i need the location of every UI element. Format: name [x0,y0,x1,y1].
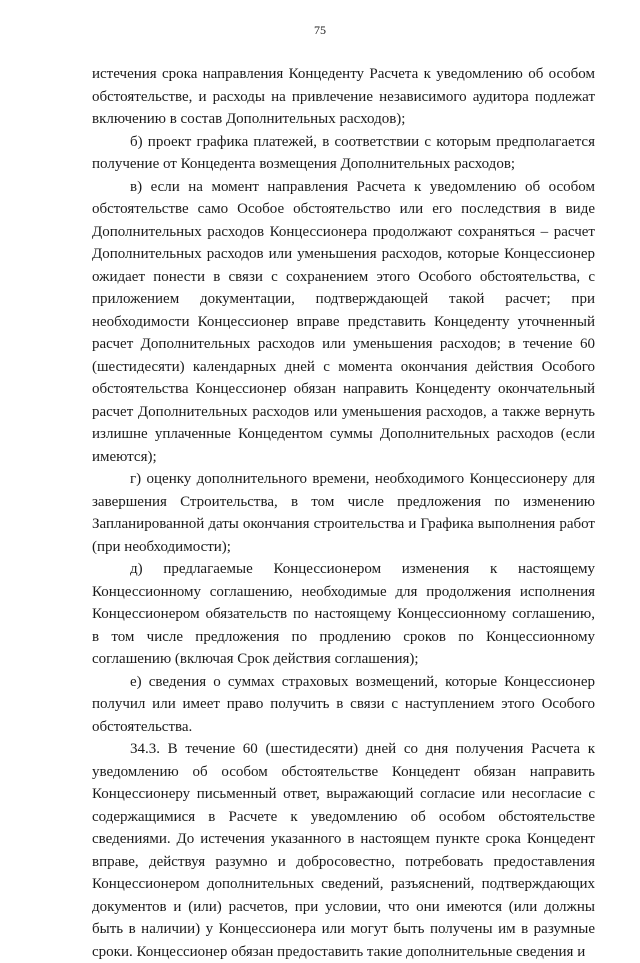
page-number: 75 [314,23,326,37]
paragraph-item-g: г) оценку дополнительного времени, необходимого Концессионеру для завершения Строительства, в том числе предложения по изменению Запланированной даты окончания строительства и Графика выполнения работ (при необходимости); [92,471,595,555]
paragraph-item-d: д) предлагаемые Концессионером изменения к настоящему Концессионному соглашению, необходимые для продолжения исполнения Концессионером обязательств по настоящему Концессионному соглашению, в том числе предложения по продлению сроков по Концессионному соглашению (включая Срок действия соглашения); [92,561,595,667]
paragraph-item-e: е) сведения о суммах страховых возмещений, которые Концессионер получил или имеет право получить в связи с наступлением этого Особого обстоятельства. [92,673,595,735]
paragraph-item-b: б) проект графика платежей, в соответствии с которым предполагается получение от Концедента возмещения Дополнительных расходов; [92,133,595,172]
paragraph-continuation: истечения срока направления Концеденту Расчета к уведомлению об особом обстоятельстве, и расходы на привлечение независимого аудитора подлежат включению в состав Дополнительных расходов); [92,66,595,127]
document-body [92,63,595,963]
paragraph-item-v: в) если на момент направления Расчета к уведомлению об особом обстоятельстве само Особое обстоятельство или его последствия в виде Дополнительных расходов Концессионера продолжают сохраняться – расчет Дополнительных расходов или уменьшения расходов, которые Концессионер ожидает понести в связи с сохранением этого Особого обстоятельства, с приложением документации, подтверждающей такой расчет; при необходимости Концессионер вправе представить Концеденту уточненный расчет Дополнительных расходов или уменьшения расходов; в течение 60 (шестидесяти) календарных дней с момента окончания действия Особого обстоятельства Концессионер обязан направить Концеденту окончательный расчет Дополнительных расходов или уменьшения расходов, а также вернуть излишне уплаченные Концедентом суммы Дополнительных расходов (если имеются); [92,178,595,465]
paragraph-clause-34-3: 34.3. В течение 60 (шестидесяти) дней со дня получения Расчета к уведомлению об особом обстоятельстве Концедент обязан направить Концессионеру письменный ответ, выражающий согласие или несогласие с содержащимися в Расчете к уведомлению об особом обстоятельстве сведениями. До истечения указанного в настоящем пункте срока Концедент вправе, действуя разумно и добросовестно, потребовать предоставления Концессионером дополнительных сведений, разъяснений, подтверждающих документов и (или) расчетов, при условии, что они имеются (или должны быть в наличии) у Концессионера или могут быть получены им в разумные сроки. Концессионер обязан предоставить такие дополнительные сведения и [92,741,595,960]
